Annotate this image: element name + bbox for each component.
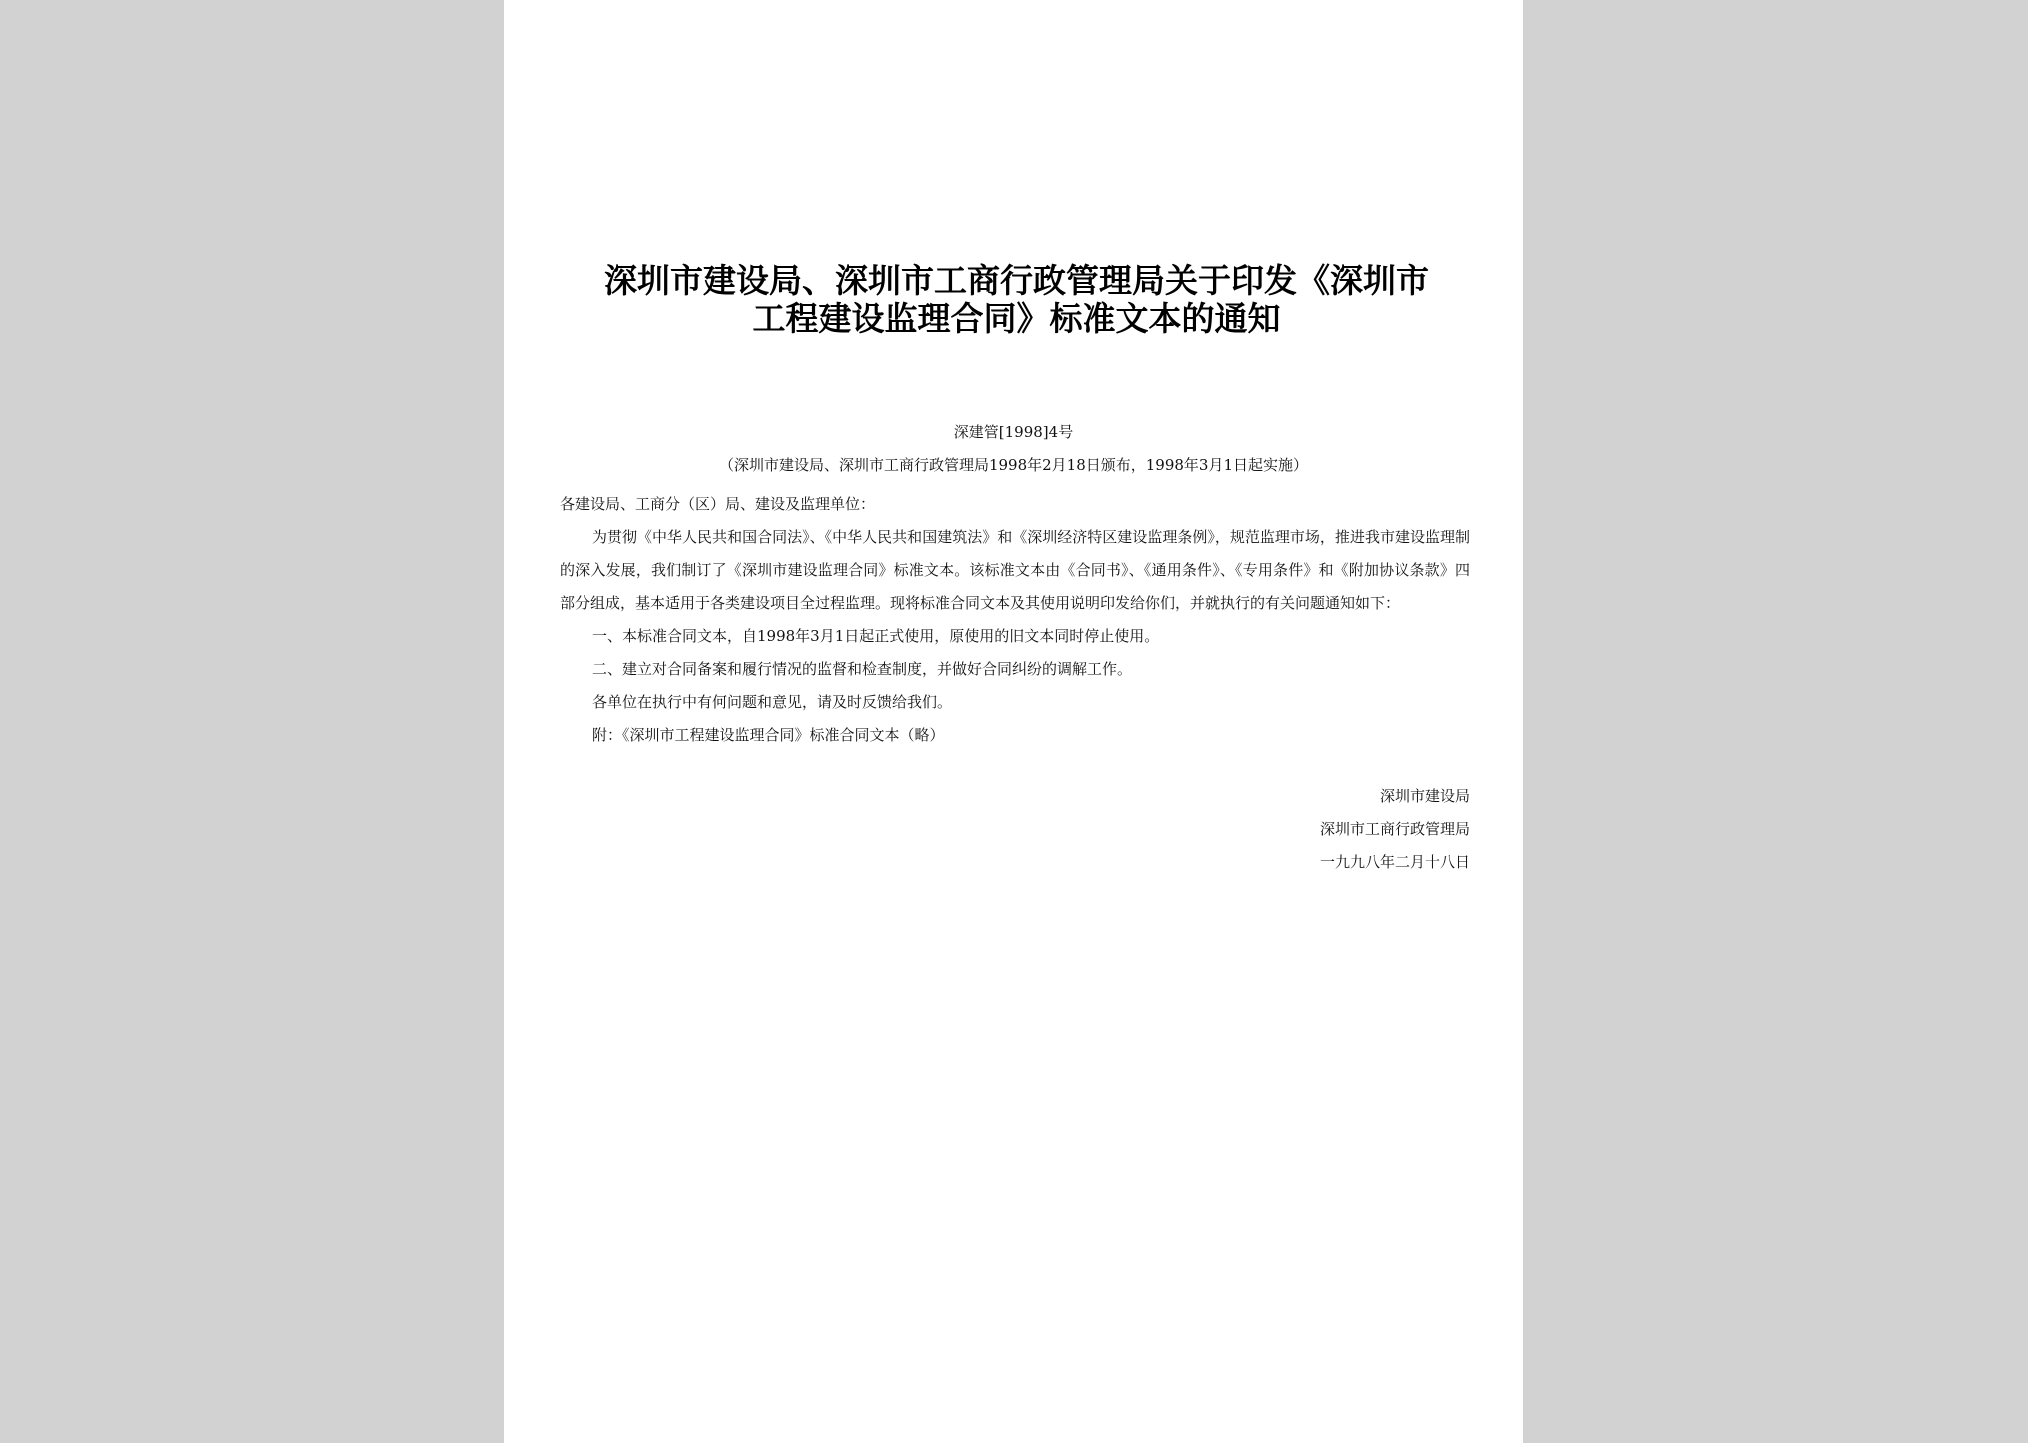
signature-date: 一九九八年二月十八日 bbox=[1319, 853, 1470, 871]
addressee: 各建设局、工商分（区）局、建设及监理单位： bbox=[560, 495, 876, 513]
issue-note: （深圳市建设局、深圳市工商行政管理局1998年2月18日颁布，1998年3月1日起实施） bbox=[718, 456, 1309, 474]
body-paragraph: 为贯彻《中华人民共和国合同法》、《中华人民共和国建筑法》和《深圳经济特区建设监理条例》，规范监理市场，推进我市建设监理制的深入发展，我们制订了《深圳市建设监理合同》标准文本。该标准文本由《合同书》、《通用条件》、《专用条件》和《附加协议条款》四部分组成，基本适用于各类建设项目全过程监理。现将标准合同文本及其使用说明印发给你们，并就执行的有关问题通知如下： bbox=[560, 528, 1470, 612]
document-body bbox=[560, 488, 1470, 752]
document-title: 深圳市建设局、深圳市工商行政管理局关于印发《深圳市工程建设监理合同》标准文本的通知 bbox=[604, 261, 1429, 338]
signature-block bbox=[1004, 780, 1470, 879]
document-number: 深建管[1998]4号 bbox=[953, 423, 1074, 441]
issuer-commerce-bureau: 深圳市工商行政管理局 bbox=[1319, 820, 1470, 838]
list-item-2: 二、建立对合同备案和履行情况的监督和检查制度，并做好合同纠纷的调解工作。 bbox=[592, 660, 1133, 678]
attachment-note: 附：《深圳市工程建设监理合同》标准合同文本（略） bbox=[592, 726, 945, 744]
document-page bbox=[504, 0, 1523, 1443]
feedback-paragraph: 各单位在执行中有何问题和意见，请及时反馈给我们。 bbox=[592, 693, 953, 711]
list-item-1: 一、本标准合同文本，自1998年3月1日起正式使用，原使用的旧文本同时停止使用。 bbox=[592, 627, 1160, 645]
issuer-construction-bureau: 深圳市建设局 bbox=[1379, 787, 1470, 805]
